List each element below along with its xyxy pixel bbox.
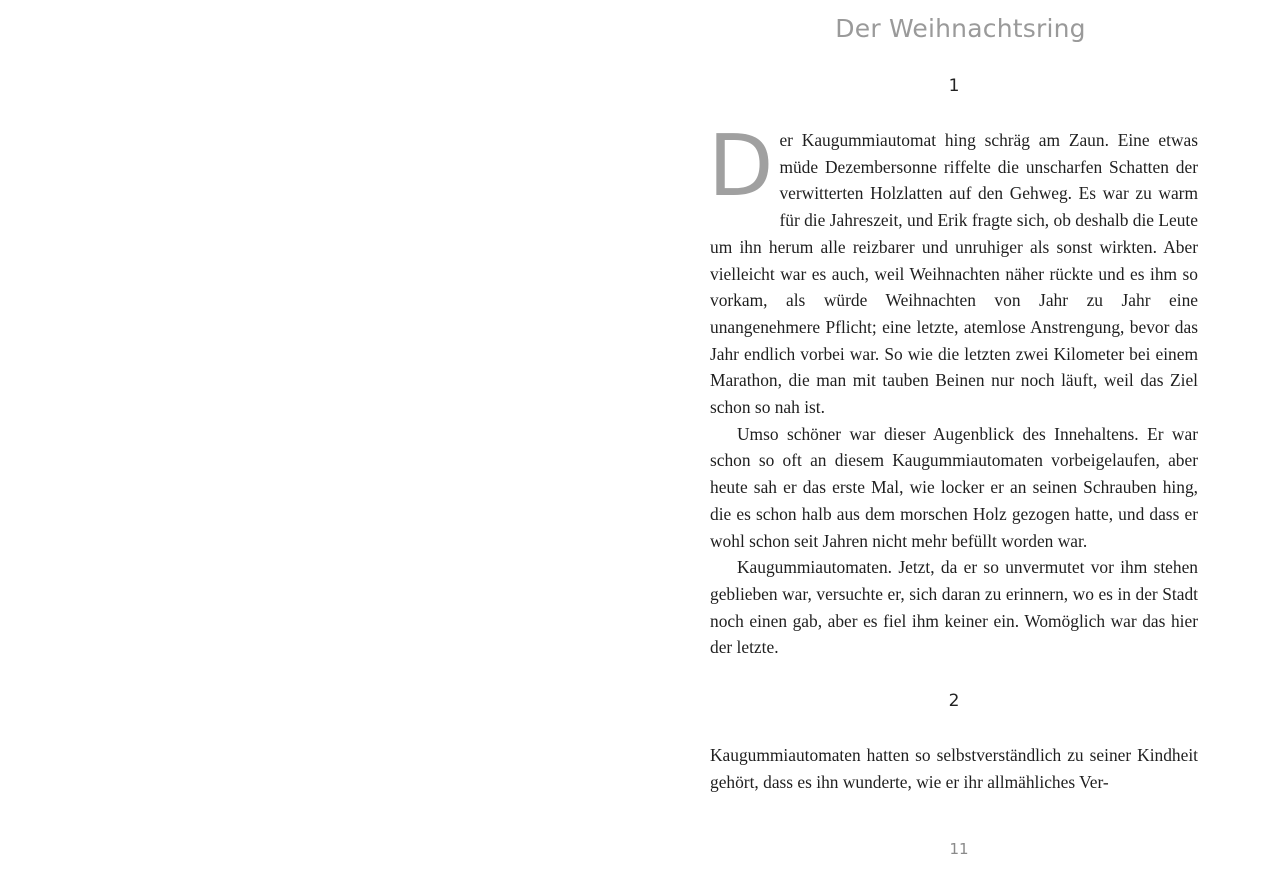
section-number-2: 2: [948, 691, 960, 711]
paragraph: Kaugummiautomaten. Jetzt, da er so unvermutet vor ihm stehen geblieben war, versuchte er, sich daran zu erinnern, wo es in der Stadt noch einen gab, aber es fiel ihm keiner ein. Womöglich war das hier der letzte.: [710, 557, 1198, 658]
right-page: [641, 0, 1282, 893]
paragraph: [708, 117, 1198, 421]
page-number: 11: [949, 840, 969, 858]
paragraph-text: er Kaugummiautomat hing schräg am Zaun. Eine etwas müde Dezembersonne riffelte die unscharfen Schatten der verwitterten Holzlatten auf den Gehweg. Es war zu warm für die Jahreszeit, und Erik fragte sich, ob deshalb die Leute um ihn herum alle reizbarer und unruhiger als sonst wirkten. Aber vielleicht war es auch, weil Weihnachten näher rückte und es ihm so vorkam, als würde Weihnachten von Jahr zu Jahr eine unangenehmere Pflicht; eine letzte, atemlose Anstrengung, bevor das Jahr endlich vorbei war. So wie die letzten zwei Kilometer bei einem Marathon, die man mit tauben Beinen nur noch läuft, weil das Ziel schon so nah ist.: [710, 130, 1198, 418]
drop-cap: D: [708, 117, 774, 216]
paragraph: Kaugummiautomaten hatten so selbstverständlich zu seiner Kindheit gehört, dass es ihn wunderte, wie er ihr allmähliches Ver-: [710, 745, 1198, 792]
section-2-text: [710, 742, 1198, 795]
section-1-text: [708, 117, 1198, 661]
paragraph: Umso schöner war dieser Augenblick des Innehaltens. Er war schon so oft an diesem Kaugummiautomaten vorbeigelaufen, aber heute sah er das erste Mal, wie locker er an seinen Schrauben hing, die es schon halb aus dem morschen Holz gezogen hatte, und dass er wohl schon seit Jahren nicht mehr befüllt worden war.: [710, 423, 1198, 551]
running-head: Der Weihnachtsring: [835, 14, 1086, 43]
section-number-1: 1: [948, 76, 960, 96]
